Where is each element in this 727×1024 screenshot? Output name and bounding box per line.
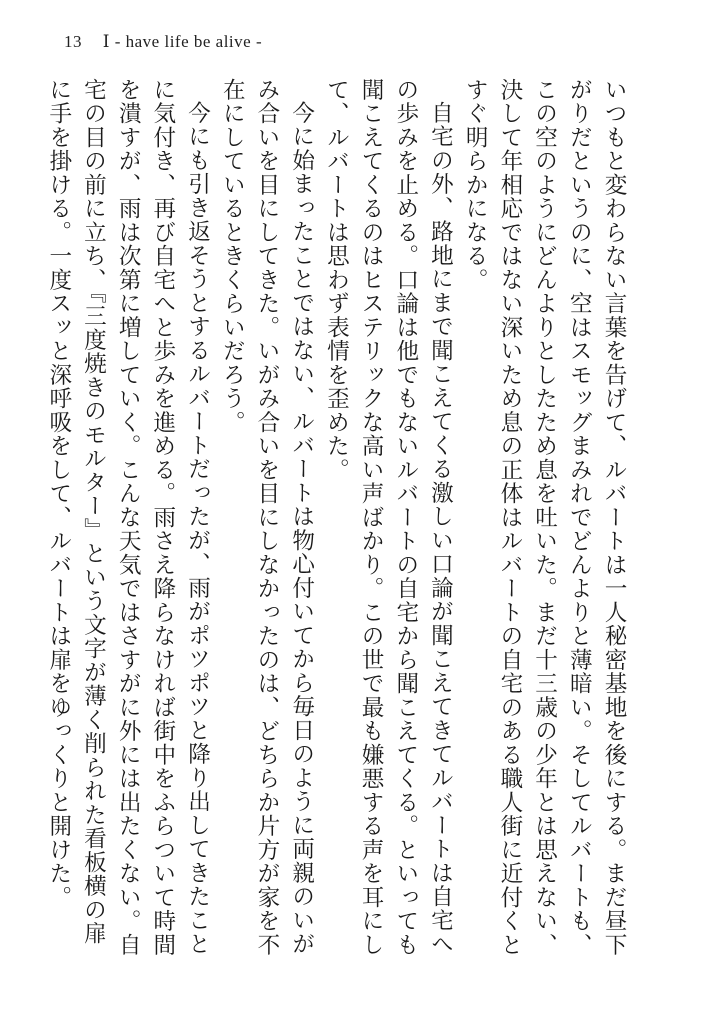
body-text: [41, 78, 631, 958]
paragraph: 自宅の外、路地にまで聞こえてくる激しい口論が聞こえてきてルバートは自宅への歩みを止める。口論は他でもないルバートの自宅から聞こえてくる。といっても聞こえてくるのはヒステリックな高い声ばかり。この世で最も嫌悪する声を耳にして、ルバートは思わず表情を歪めた。: [323, 78, 454, 957]
paragraph: いつもと変わらない言葉を告げて、ルバートは一人秘密基地を後にする。まだ昼下がりだというのに、空はスモッグまみれでどんよりと薄暗い。そしてルバートも、この空のようにどんよりとしたため息を吐いた。まだ十三歳の少年とは思えない、決して年相応ではない深いため息の正体はルバートの自宅のある職人街に近付くとすぐ明らかになる。: [462, 78, 627, 957]
page-header: [64, 32, 262, 52]
paragraph: 今にも引き返そうとするルバートだったが、雨がポツポツと降り出してきたことに気付き、再び自宅へと歩みを進める。雨さえ降らなければ街中をふらついて時間を潰すが、雨は次第に増していく。こんな天気ではさすがに外には出たくない。自宅の目の前に立ち、『三度焼きのモルター』という文字が薄く削られた看板横の扉に手を掛ける。一度スッと深呼吸をして、ルバートは扉をゆっくりと開けた。: [45, 78, 211, 957]
page-number: 13: [64, 32, 82, 51]
paragraph: 今に始まったことではない、ルバートは物心付いてから毎日のように両親のいがみ合いを目にしてきた。いがみ合いを目にしなかったのは、どちらか片方が家を不在にしているときくらいだろう。: [219, 78, 315, 957]
chapter-title: Ⅰ - have life be alive -: [102, 32, 263, 51]
